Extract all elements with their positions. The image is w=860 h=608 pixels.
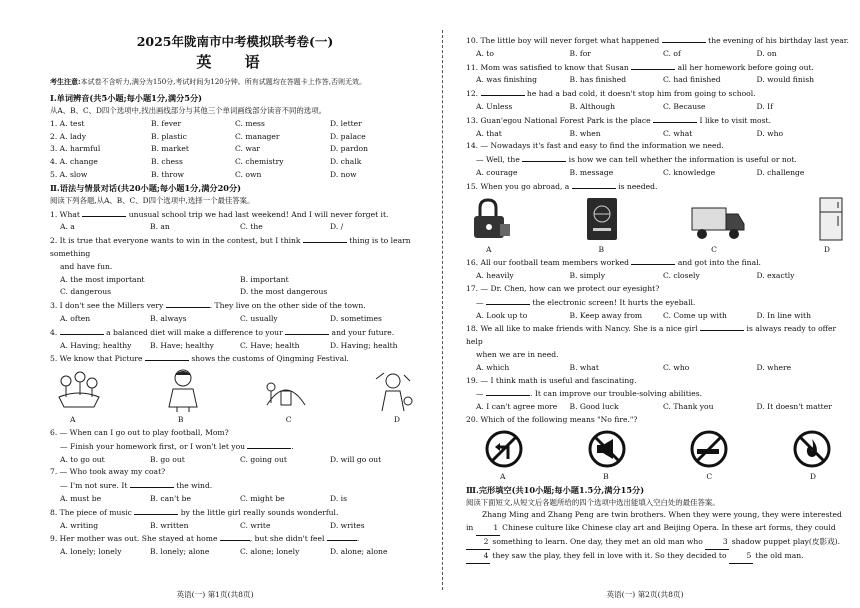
picture-label-a: A [500,471,506,481]
question-6: 6. — When can I go out to play football, Mom? [50,427,229,437]
q11-stem-pre: 11. Mom was satisfied to know that Susan [466,62,629,72]
option-b: B. fever [151,118,182,128]
girl-picture [163,367,203,413]
option-c: C. closely [663,271,700,281]
q9-options [50,546,420,559]
cloze-blank-2: 2 [466,536,490,550]
phonetics-question-3 [50,143,420,156]
option-c: C. had finished [663,75,721,85]
phonetics-question-5 [50,169,420,182]
option-a: A. the most important [60,274,145,284]
q2-stem-post: thing is to learn something [50,236,411,258]
q18-options [466,362,850,375]
q3-options [50,313,420,326]
passport-picture [584,196,620,242]
exam-notice [50,76,420,88]
question-12 [466,87,850,101]
q14-options [466,167,850,180]
passage-text: shadow puppet play(皮影戏). [731,536,841,546]
option-d: D. challenge [756,167,805,177]
q13-options [466,128,850,141]
option-b: B. Have; healthy [150,340,214,350]
section-2-heading: Ⅱ.语法与情景对话(共20小题;每小题1分,满分20分) [50,182,242,193]
q18-stem-pre: 18. We all like to make friends with Nancy. She is a nice girl [466,324,698,334]
question-18 [466,322,850,349]
option-d: D. would finish [756,75,814,85]
question-14: 14. — Nowadays it's fast and easy to find the information we need. [466,141,724,151]
q17-options [466,310,850,323]
dragon-boat-race-picture [54,367,104,413]
section-1-questions [50,118,420,182]
q4-stem-mid: a balanced diet will make a difference to your [106,327,283,337]
option-b: B. market [151,144,189,154]
option-a: A. must be [60,493,102,503]
option-a: 5. A. slow [50,169,88,179]
answer-blank [486,387,530,396]
truck-picture [690,196,746,242]
option-c: C. chemistry [235,157,284,167]
question-10 [466,34,850,48]
option-c: C. knowledge [663,167,716,177]
option-d: D. exactly [756,271,795,281]
option-a: 1. A. test [50,118,85,128]
option-a: A. a [60,222,75,232]
section-1-heading: Ⅰ.单词辨音(共5小题;每小题1分,满分5分) [50,93,203,103]
question-4 [50,326,420,340]
question-13 [466,114,850,128]
answer-blank [134,506,178,515]
option-a: A. lonely; lonely [60,547,122,557]
page-2 [430,0,860,608]
option-c: C. manager [235,131,280,141]
answer-blank [522,153,566,162]
option-c: C. the [240,222,263,232]
q6-options [50,454,420,467]
option-a: A. which [476,362,510,372]
question-20: 20. Which of the following means "No fire."? [466,414,638,424]
q9-stem-pre: 9. Her mother was out. She stayed at home [50,534,218,544]
q13-stem-pre: 13. Guan'egou National Forest Park is the place [466,115,651,125]
picture-label-c: C [711,244,717,254]
option-c: C. might be [240,493,285,503]
section-3-instruction: 阅读下面短文,从短文后各题所给的四个选项中选出能填入空白处的最佳答案。 [466,497,720,507]
answer-blank [572,180,616,189]
exam-title: 2025年陇南市中考模拟联考卷(一) [136,34,334,49]
picture-label-b: B [603,471,609,481]
q20-sign-labels [466,471,850,484]
option-a: A. courage [476,167,518,177]
q3-stem-post: . They live on the other side of the town. [209,301,366,311]
passage-text: they saw the play, they fell in love with it. So they decided to [492,550,727,560]
option-b: B. an [150,222,170,232]
q11-options [466,74,850,87]
question-3 [50,299,420,313]
page-1-content [50,30,420,559]
picture-label-c: C [285,415,292,425]
option-d: D. letter [330,118,362,128]
answer-blank [60,326,104,335]
answer-blank [700,322,744,331]
question-1 [50,208,420,222]
phonetics-question-2 [50,131,420,144]
option-b: B. chess [151,157,183,167]
no-left-turn-sign-icon [484,429,524,469]
q2-options-row1 [50,274,420,287]
q5-picture-labels [50,414,420,427]
picture-label-a: A [70,415,76,425]
answer-blank [303,234,347,243]
answer-blank [220,532,250,541]
q14-line2 [466,153,850,167]
option-d: D. It doesn't matter [756,402,832,412]
passage-text: Chinese culture like Chinese clay art and Beijing Opera. In these art forms, they could [502,523,836,533]
q8-options [50,520,420,533]
cloze-passage [466,509,850,563]
option-a: A. Unless [476,101,513,111]
q13-stem-post: I like to visit most. [699,115,771,125]
question-9: 9. Her mother was out. She stayed at home , but she didn't feel . [50,534,360,544]
option-a: A. Having; healthy [60,340,132,350]
option-c: C. what [663,128,693,138]
question-5 [50,352,420,366]
option-d: D. sometimes [330,313,382,323]
option-c: C. own [235,169,262,179]
option-c: C. of [663,48,681,58]
option-a: A. I can't agree more [476,402,558,412]
no-fire-sign-icon [792,429,832,469]
option-b: B. message [569,167,614,177]
option-c: C. Thank you [663,402,714,412]
option-d: D. chalk [330,157,362,167]
q15-stem-pre: 15. When you go abroad, a [466,181,570,191]
option-a: A. heavily [476,271,514,281]
option-b: B. go out [150,454,185,464]
q5-stem-pre: 5. We know that Picture [50,354,143,364]
q16-options [466,270,850,283]
q10-stem-post: the evening of his birthday last year. [708,36,849,45]
q2-options-row2 [50,286,420,299]
q12-stem-post: he had a bad cold, it doesn't stop him from going to school. [526,89,756,99]
picture-label-b: B [598,244,605,254]
moon-cake-picture [370,367,416,413]
phonetics-question-1 [50,118,420,131]
answer-blank [653,114,697,123]
q12-options [466,101,850,114]
answer-blank [82,208,126,217]
option-b: B. always [150,313,187,323]
cloze-blank-1: 1 [476,522,500,536]
option-d: D. Having; health [330,340,398,350]
option-a: 3. A. harmful [50,144,101,154]
option-b: B. what [569,362,599,372]
q8-stem-post: by the little girl really sounds wonderful. [180,507,339,517]
q19-options [466,401,850,414]
q20-signs [466,427,850,471]
option-d: D. who [756,128,784,138]
q2-stem-line2: and have fun. [60,261,113,271]
answer-blank [631,61,675,70]
picture-label-d: D [393,415,400,425]
picture-label-d: D [823,244,830,254]
option-d: D. on [756,48,777,58]
refrigerator-picture [816,196,846,242]
option-c: C. Have; health [240,340,300,350]
q4-number: 4. [50,327,58,337]
q10-stem-pre: 10. The little boy will never forget what happened [466,36,660,45]
option-d: D. the most dangerous [240,287,328,297]
cloze-blank-3: 3 [705,536,729,550]
option-d: D. / [330,222,344,232]
q14-line2-post: is how we can tell whether the information is useful or not. [568,155,797,165]
answer-blank [130,479,174,488]
answer-blank [247,440,291,449]
q7-line2-pre: — I'm not sure. It [60,481,128,491]
option-c: C. usually [240,313,278,323]
option-c: C. going out [240,454,287,464]
option-b: B. Keep away from [569,310,643,320]
option-b: B. plastic [151,131,187,141]
option-d: D. now [330,169,357,179]
q7-options [50,493,420,506]
cloze-blank-5: 5 [729,550,753,564]
q3-stem-pre: 3. I don't see the Millers very [50,301,164,311]
option-c: C. alone; lonely [240,547,300,557]
option-d: D. will go out [330,454,382,464]
q12-number: 12. [466,89,479,99]
picture-label-d: D [809,471,816,481]
option-a: A. to [476,48,494,58]
exam-subject: 英 语 [196,53,274,71]
q6-line2-text: — Finish your homework first, or I won't let you [60,441,246,451]
q14-line2-pre: — Well, the [476,155,520,165]
passage-text: Zhang Ming and Zhang Peng are twin brothers. When they were young, they were interested in [466,510,842,533]
option-a: A. to go out [60,454,105,464]
option-a: A. writing [60,520,99,530]
option-b: B. Good luck [569,402,619,412]
option-d: D. If [756,101,773,111]
grave-sweeping-picture [261,367,311,413]
page-2-content [466,34,850,564]
answer-blank [486,296,530,305]
q1-options [50,221,420,234]
option-a: A. was finishing [476,75,538,85]
option-c: C. Because [663,101,706,111]
option-b: B. when [569,128,601,138]
option-a: A. that [476,128,502,138]
option-d: D. is [330,493,347,503]
lock-picture [470,196,514,242]
answer-blank [166,299,210,308]
page-2-footer: 英语(一) 第2页(共8页) [606,590,684,599]
q4-options [50,340,420,353]
q1-stem-post: unusual school trip we had last weekend! And I will never forget it. [128,209,389,219]
section-1-instruction: 从A、B、C、D四个选项中,找出画线部分与其他三个单词画线部分读音不同的选项。 [50,106,326,115]
option-c: C. write [240,520,271,530]
question-8 [50,506,420,520]
q19-line2-post: . It can improve our trouble-solving abilities. [530,389,703,399]
q10-options [466,48,850,61]
notice-text: 本试卷不含听力,满分为150分,考试时间为120分钟。所有试题均在答题卡上作答,否则无效。 [80,78,366,86]
option-b: B. Although [569,101,615,111]
option-b: B. lonely; alone [150,547,210,557]
question-7: 7. — Who took away my coat? [50,467,166,477]
q15-picture-labels [466,244,850,257]
answer-blank [662,34,706,43]
option-b: B. has finished [569,75,627,85]
answer-blank [631,256,675,265]
option-b: B. throw [151,169,185,179]
q18-stem-post: is always ready to offer help [466,324,837,347]
question-15 [466,180,850,194]
option-b: B. for [569,48,591,58]
no-horn-sign-icon [587,429,627,469]
option-b: B. simply [569,271,606,281]
option-b: B. can't be [150,493,191,503]
q7-line2-post: the wind. [176,481,213,491]
q6-line2: — Finish your homework first, or I won't let you . [60,441,294,451]
q5-stem-post: shows the customs of Qingming Festival. [191,354,349,364]
passage-text: the old man. [755,550,804,560]
answer-blank [481,87,525,96]
option-c: C. Come up with [663,310,727,320]
picture-label-a: A [486,244,492,254]
no-smoking-sign-icon [689,429,729,469]
q17-line2-post: the electronic screen! It hurts the eyeball. [532,297,696,307]
option-c: C. war [235,144,261,154]
answer-blank [145,352,189,361]
q5-pictures [50,366,420,414]
passage-text: something to learn. One day, they met an old man who [492,536,703,546]
option-d: D. writes [330,520,365,530]
q16-stem-post: and got into the final. [677,258,761,268]
cloze-blank-4: 4 [466,550,490,564]
answer-blank [327,532,357,541]
q7-line2 [50,479,420,493]
q9-stem-mid: , but she didn't feel [249,534,325,544]
page-1-footer: 英语(一) 第1页(共8页) [176,590,254,599]
phonetics-question-4 [50,156,420,169]
option-d: D. alone; alone [330,547,388,557]
section-2-instruction: 阅读下列各题,从A、B、C、D四个选项中,选择一个最佳答案。 [50,195,255,205]
notice-label: 考生注意: [50,77,81,86]
question-11 [466,61,850,75]
picture-label-b: B [177,415,184,425]
q4-stem-post: and your future. [331,327,395,337]
option-a: A. often [60,313,91,323]
q11-stem-post: all her homework before going out. [677,62,814,72]
q18-stem-line2: when we are in need. [476,349,559,359]
option-c: C. dangerous [60,287,111,297]
q16-stem-pre: 16. All our football team members worked [466,258,629,268]
option-a: A. Look up to [476,310,528,320]
question-16 [466,256,850,270]
q17-line2: — the electronic screen! It hurts the eyeball. [476,297,696,307]
question-19: 19. — I think math is useful and fascinating. [466,375,637,385]
q1-stem-pre: 1. What [50,209,80,219]
option-c: C. who [663,362,690,372]
q15-stem-post: is needed. [618,181,658,191]
q2-stem-pre: 2. It is true that everyone wants to win in the contest, but I think [50,236,301,246]
q15-pictures [466,194,850,244]
option-c: C. mess [235,118,265,128]
option-d: D. In line with [756,310,811,320]
answer-blank [285,326,329,335]
question-17: 17. — Dr. Chen, how can we protect our eyesight? [466,283,660,293]
q8-stem-pre: 8. The piece of music [50,507,132,517]
picture-label-c: C [706,471,713,481]
option-b: B. important [240,274,289,284]
option-b: B. written [150,520,189,530]
question-2 [50,234,420,261]
option-a: 2. A. lady [50,131,87,141]
section-3-heading: Ⅲ.完形填空(共10小题;每小题1.5分,满分15分) [466,484,645,495]
option-a: 4. A. change [50,157,98,167]
option-d: D. pardon [330,144,368,154]
option-d: D. where [756,362,792,372]
option-d: D. palace [330,131,366,141]
q19-line2: — . It can improve our trouble-solving abilities. [476,389,703,399]
